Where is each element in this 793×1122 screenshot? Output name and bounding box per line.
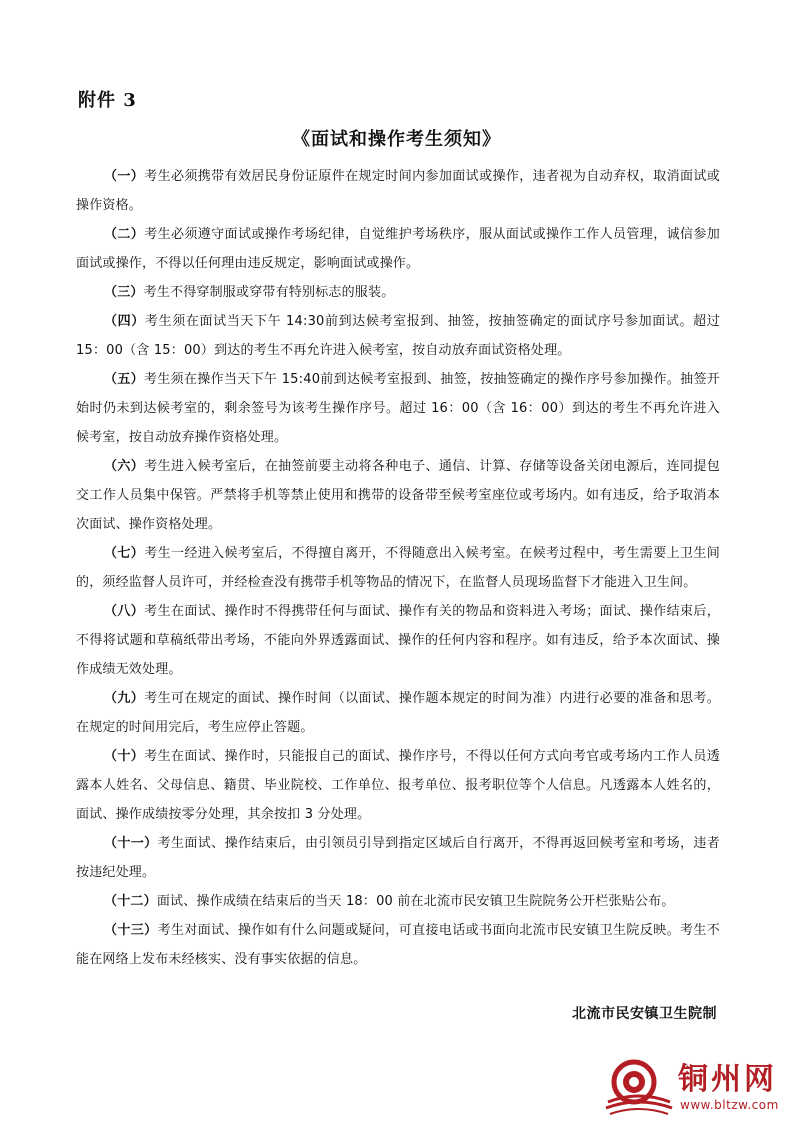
paragraph-number: （九） (104, 691, 145, 706)
paragraph-text: 考生进入候考室后，在抽签前要主动将各种电子、通信、计算、存储等设备关闭电源后，连同提包交工作人员集中保管。严禁将手机等禁止使用和携带的设备带至候考室座位或考场内。如有违反，给予取消本次面试、操作资格处理。 (76, 459, 720, 532)
paragraph-text: 考生在面试、操作时不得携带任何与面试、操作有关的物品和资料进入考场；面试、操作结束后，不得将试题和草稿纸带出考场，不能向外界透露面试、操作的任何内容和程序。如有违反，给予本次面试、操作成绩无效处理。 (76, 604, 720, 677)
site-logo-icon (604, 1052, 674, 1116)
paragraph-number: （五） (104, 372, 144, 387)
paragraph-text: 面试、操作成绩在结束后的当天 18：00 前在北流市民安镇卫生院院务公开栏张贴公布。 (156, 894, 675, 909)
paragraph-number: （十二） (104, 894, 157, 909)
paragraph-text: 考生对面试、操作如有什么问题或疑问，可直接电话或书面向北流市民安镇卫生院反映。考生不能在网络上发布未经核实、没有事实依据的信息。 (76, 923, 720, 967)
site-name: 铜州网 (678, 1062, 777, 1097)
notice-paragraph (76, 539, 720, 597)
notice-paragraph (76, 742, 720, 829)
notice-paragraph (76, 220, 720, 278)
paragraph-text: 考生可在规定的面试、操作时间（以面试、操作题本规定的时间为准）内进行必要的准备和思考。在规定的时间用完后，考生应停止答题。 (76, 691, 720, 735)
paragraph-number: （七） (104, 546, 145, 561)
paragraph-number: （四） (104, 314, 145, 329)
notice-paragraph (76, 684, 720, 742)
site-url[interactable]: www.bltzw.com (680, 1098, 779, 1112)
notice-paragraph (76, 597, 720, 684)
document-title: 《面试和操作考生须知》 (292, 129, 501, 150)
notice-paragraph (76, 829, 720, 887)
notice-paragraph (76, 365, 720, 452)
paragraph-number: （八） (104, 604, 145, 619)
paragraph-number: （三） (104, 285, 144, 300)
notice-paragraph (76, 278, 720, 307)
paragraph-text: 考生不得穿制服或穿带有特别标志的服装。 (143, 285, 395, 300)
notice-body (76, 162, 720, 974)
notice-paragraph (76, 452, 720, 539)
paragraph-text: 考生须在操作当天下午 15:40前到达候考室报到、抽签，按抽签确定的操作序号参加操作。抽签开始时仍未到达候考室的，剩余签号为该考生操作序号。超过 16：00（含 16：00）到达的考生不再允许进入候考室，按自动放弃操作资格处理。 (76, 372, 720, 445)
paragraph-number: （六） (104, 459, 145, 474)
paragraph-text: 考生面试、操作结束后，由引领员引导到指定区域后自行离开，不得再返回候考室和考场，违者按违纪处理。 (76, 836, 720, 880)
paragraph-text: 考生须在面试当天下午 14:30前到达候考室报到、抽签，按抽签确定的面试序号参加面试。超过 15：00（含 15：00）到达的考生不再允许进入候考室，按自动放弃面试资格处理。 (76, 314, 720, 358)
site-watermark[interactable] (598, 1050, 788, 1118)
notice-paragraph (76, 162, 720, 220)
attachment-label: 附件 3 (78, 90, 137, 111)
paragraph-number: （一） (104, 169, 145, 184)
paragraph-text: 考生必须遵守面试或操作考场纪律，自觉维护考场秩序，服从面试或操作工作人员管理，诚信参加面试或操作，不得以任何理由违反规定，影响面试或操作。 (76, 227, 720, 271)
notice-paragraph (76, 307, 720, 365)
paragraph-number: （十） (104, 749, 145, 764)
notice-paragraph (76, 887, 720, 916)
paragraph-text: 考生在面试、操作时，只能报自己的面试、操作序号，不得以任何方式向考官或考场内工作人员透露本人姓名、父母信息、籍贯、毕业院校、工作单位、报考单位、报考职位等个人信息。凡透露本人姓名的，面试、操作成绩按零分处理，其余按扣 3 分处理。 (76, 749, 720, 822)
paragraph-number: （十一） (104, 836, 158, 851)
paragraph-number: （十三） (104, 923, 158, 938)
paragraph-text: 考生一经进入候考室后，不得擅自离开，不得随意出入候考室。在候考过程中，考生需要上卫生间的，须经监督人员许可，并经检查没有携带手机等物品的情况下，在监督人员现场监督下才能进入卫生间。 (76, 546, 720, 590)
paragraph-number: （二） (104, 227, 145, 242)
notice-paragraph (76, 916, 720, 974)
issuer-signature: 北流市民安镇卫生院制 (572, 1006, 717, 1022)
paragraph-text: 考生必须携带有效居民身份证原件在规定时间内参加面试或操作，违者视为自动弃权，取消面试或操作资格。 (76, 169, 720, 213)
